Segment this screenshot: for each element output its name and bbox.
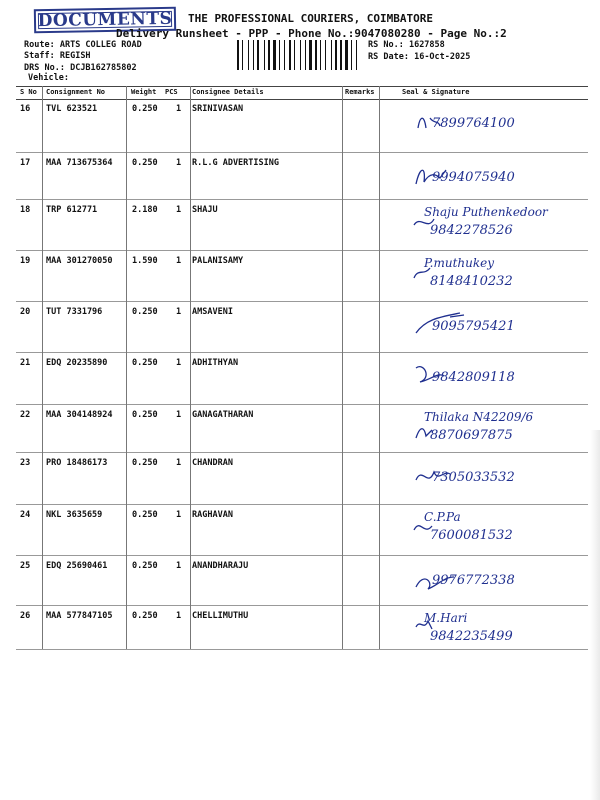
cell-weight: 0.250 (132, 104, 158, 114)
signature (396, 199, 591, 249)
col-consignment: Consignment No (46, 88, 106, 96)
vehicle-label: Vehicle: (28, 73, 69, 83)
table-row (16, 452, 588, 505)
barcode-bar (302, 40, 304, 70)
table-row (16, 352, 588, 405)
barcode-bar (266, 40, 267, 70)
cell-consignee: GANAGATHARAN (192, 410, 254, 420)
staff-field (24, 51, 91, 61)
column-divider (379, 86, 380, 649)
signature-phone: 8148410232 (430, 274, 513, 289)
cell-sno: 25 (20, 561, 31, 571)
col-weight: Weight (131, 88, 157, 96)
cell-pcs: 1 (176, 205, 182, 215)
barcode-bar (356, 40, 357, 70)
signature (396, 555, 591, 605)
cell-pcs: 1 (176, 561, 182, 571)
cell-consignee: ADHITHYAN (192, 358, 239, 368)
cell-consignee: SRINIVASAN (192, 104, 244, 114)
rs-no-label: RS No.: (368, 40, 404, 50)
company-name: THE PROFESSIONAL COURIERS, COIMBATORE (188, 12, 434, 25)
cell-sno: 18 (20, 205, 31, 215)
barcode-bar (353, 40, 355, 70)
signature (396, 404, 591, 454)
rs-date-value: 16-Oct-2025 (414, 52, 471, 62)
barcode-bar (343, 40, 344, 70)
col-consignee: Consignee Details (192, 88, 264, 96)
staff-value: REGISH (59, 51, 91, 61)
barcode-bar (325, 40, 326, 70)
signature-name: Shaju Puthenkedoor (424, 205, 548, 219)
signature-phone: 9095795421 (432, 319, 515, 334)
cell-consignment: MAA 304148924 (46, 410, 113, 420)
signature (396, 250, 591, 300)
barcode-bar (338, 40, 339, 70)
rs-date-label: RS Date: (368, 52, 409, 62)
cell-weight: 0.250 (132, 358, 158, 368)
barcode-bar (281, 40, 283, 70)
cell-consignment: EDQ 20235890 (46, 358, 108, 368)
table-row (16, 605, 588, 650)
cell-pcs: 1 (176, 611, 182, 621)
stamp-label: DOCUMENTS (37, 8, 173, 32)
barcode-bar (237, 40, 239, 70)
cell-consignment: NKL 3635659 (46, 510, 103, 520)
barcode-bar (333, 40, 334, 70)
table-row (16, 199, 588, 251)
cell-pcs: 1 (176, 510, 182, 520)
cell-consignee: SHAJU (192, 205, 218, 215)
barcode-bar (327, 40, 330, 70)
cell-sno: 20 (20, 307, 31, 317)
barcode-bar (244, 40, 247, 70)
cell-consignee: AMSAVENI (192, 307, 233, 317)
cell-consignee: RAGHAVAN (192, 510, 233, 520)
signature-phone: 8870697875 (430, 428, 513, 443)
rs-no-field (368, 40, 445, 50)
signature-phone: 7305033532 (432, 470, 515, 485)
cell-consignment: TRP 612771 (46, 205, 98, 215)
table-row (16, 250, 588, 302)
barcode-bar (284, 40, 285, 70)
table-row (16, 301, 588, 353)
barcode-bar (268, 40, 270, 70)
barcode-bar (331, 40, 332, 70)
table-row (16, 555, 588, 606)
barcode-bar (242, 40, 243, 70)
cell-weight: 0.250 (132, 458, 158, 468)
cell-sno: 17 (20, 158, 31, 168)
barcode-bar (260, 40, 263, 70)
signature-name: P.muthukey (424, 256, 494, 270)
barcode-bar (351, 40, 352, 70)
cell-weight: 0.250 (132, 158, 158, 168)
column-divider (342, 86, 343, 649)
cell-weight: 2.180 (132, 205, 158, 215)
barcode-bar (264, 40, 265, 70)
cell-sno: 24 (20, 510, 31, 520)
column-divider (42, 86, 43, 649)
signature-phone: 9842235499 (430, 629, 513, 644)
cell-pcs: 1 (176, 256, 182, 266)
signature-name: Thilaka N42209/6 (424, 410, 534, 424)
barcode-bar (289, 40, 291, 70)
col-pcs: PCS (165, 88, 178, 96)
signature-phone: 9842809118 (432, 370, 515, 385)
signature (396, 98, 591, 148)
signature-name: M.Hari (424, 611, 468, 625)
barcode-bar (279, 40, 280, 70)
signature-phone: 9994075940 (432, 170, 515, 185)
barcode-bar (320, 40, 321, 70)
page-edge-shadow (590, 430, 600, 800)
barcode-bar (271, 40, 272, 70)
cell-consignment: PRO 18486173 (46, 458, 108, 468)
col-remarks: Remarks (345, 88, 375, 96)
cell-weight: 0.250 (132, 561, 158, 571)
cell-sno: 21 (20, 358, 31, 368)
barcode-bar (349, 40, 350, 70)
route-field (24, 40, 142, 50)
barcode-bar (286, 40, 288, 70)
barcode-bar (313, 40, 314, 70)
signature (396, 152, 591, 202)
staff-label: Staff: (24, 51, 55, 61)
cell-consignment: MAA 713675364 (46, 158, 113, 168)
cell-sno: 16 (20, 104, 31, 114)
cell-pcs: 1 (176, 410, 182, 420)
signature (396, 605, 591, 655)
barcode-bar (315, 40, 317, 70)
cell-consignee: ANANDHARAJU (192, 561, 249, 571)
cell-pcs: 1 (176, 307, 182, 317)
drs-label: DRS No.: (24, 63, 65, 73)
cell-consignment: TVL 623521 (46, 104, 98, 114)
cell-sno: 19 (20, 256, 31, 266)
table-row (16, 404, 588, 453)
column-divider (126, 86, 127, 649)
drs-field (24, 63, 137, 73)
barcode-bar (322, 40, 324, 70)
table-row (16, 152, 588, 200)
cell-consignee: CHELLIMUTHU (192, 611, 249, 621)
barcode-bar (273, 40, 276, 70)
route-value: ARTS COLLEG ROAD (59, 40, 142, 50)
signature-phone: 9842278526 (430, 223, 513, 238)
barcode-bar (240, 40, 241, 70)
cell-weight: 0.250 (132, 510, 158, 520)
cell-pcs: 1 (176, 158, 182, 168)
barcode-bar (257, 40, 259, 70)
signature (396, 352, 591, 402)
cell-sno: 22 (20, 410, 31, 420)
cell-weight: 0.250 (132, 307, 158, 317)
barcode-bar (253, 40, 254, 70)
drs-barcode (237, 40, 364, 70)
barcode-bar (300, 40, 301, 70)
cell-consignment: MAA 301270050 (46, 256, 113, 266)
cell-pcs: 1 (176, 358, 182, 368)
cell-sno: 26 (20, 611, 31, 621)
barcode-bar (309, 40, 312, 70)
rs-no-value: 1627858 (408, 40, 445, 50)
signature (396, 504, 591, 554)
cell-consignment: EDQ 25690461 (46, 561, 108, 571)
cell-consignee: PALANISAMY (192, 256, 244, 266)
barcode-bar (294, 40, 295, 70)
signature-phone: 9976772338 (432, 573, 515, 588)
signature-phone: 7600081532 (430, 528, 513, 543)
col-sno: S No (20, 88, 37, 96)
rs-date-field (368, 52, 470, 62)
barcode-bar (305, 40, 306, 70)
cell-weight: 1.590 (132, 256, 158, 266)
cell-consignment: TUT 7331796 (46, 307, 103, 317)
table-row (16, 504, 588, 556)
signature-phone: 7899764100 (432, 116, 515, 131)
cell-pcs: 1 (176, 458, 182, 468)
col-signature: Seal & Signature (402, 88, 470, 96)
cell-weight: 0.250 (132, 611, 158, 621)
barcode-bar (340, 40, 342, 70)
barcode-bar (292, 40, 293, 70)
cell-pcs: 1 (176, 104, 182, 114)
barcode-bar (307, 40, 308, 70)
cell-consignee: R.L.G ADVERTISING (192, 158, 279, 168)
cell-consignee: CHANDRAN (192, 458, 233, 468)
vehicle-field (28, 73, 69, 83)
barcode-bar (335, 40, 337, 70)
table-row (16, 98, 588, 153)
runsheet-subtitle: Delivery Runsheet - PPP - Phone No.:9047080280 - Page No.:2 (116, 27, 507, 40)
drs-value: DCJB162785802 (70, 63, 137, 73)
barcode-bar (345, 40, 348, 70)
route-label: Route: (24, 40, 55, 50)
column-divider (190, 86, 191, 649)
barcode-bar (277, 40, 278, 70)
cell-sno: 23 (20, 458, 31, 468)
signature (396, 452, 591, 502)
signature-name: C.P.Pa (424, 510, 461, 524)
signature (396, 301, 591, 351)
barcode-bar (318, 40, 319, 70)
barcode-bar (296, 40, 299, 70)
cell-consignment: MAA 577847105 (46, 611, 113, 621)
barcode-bar (255, 40, 256, 70)
barcode-bar (248, 40, 249, 70)
cell-weight: 0.250 (132, 410, 158, 420)
barcode-bar (250, 40, 252, 70)
